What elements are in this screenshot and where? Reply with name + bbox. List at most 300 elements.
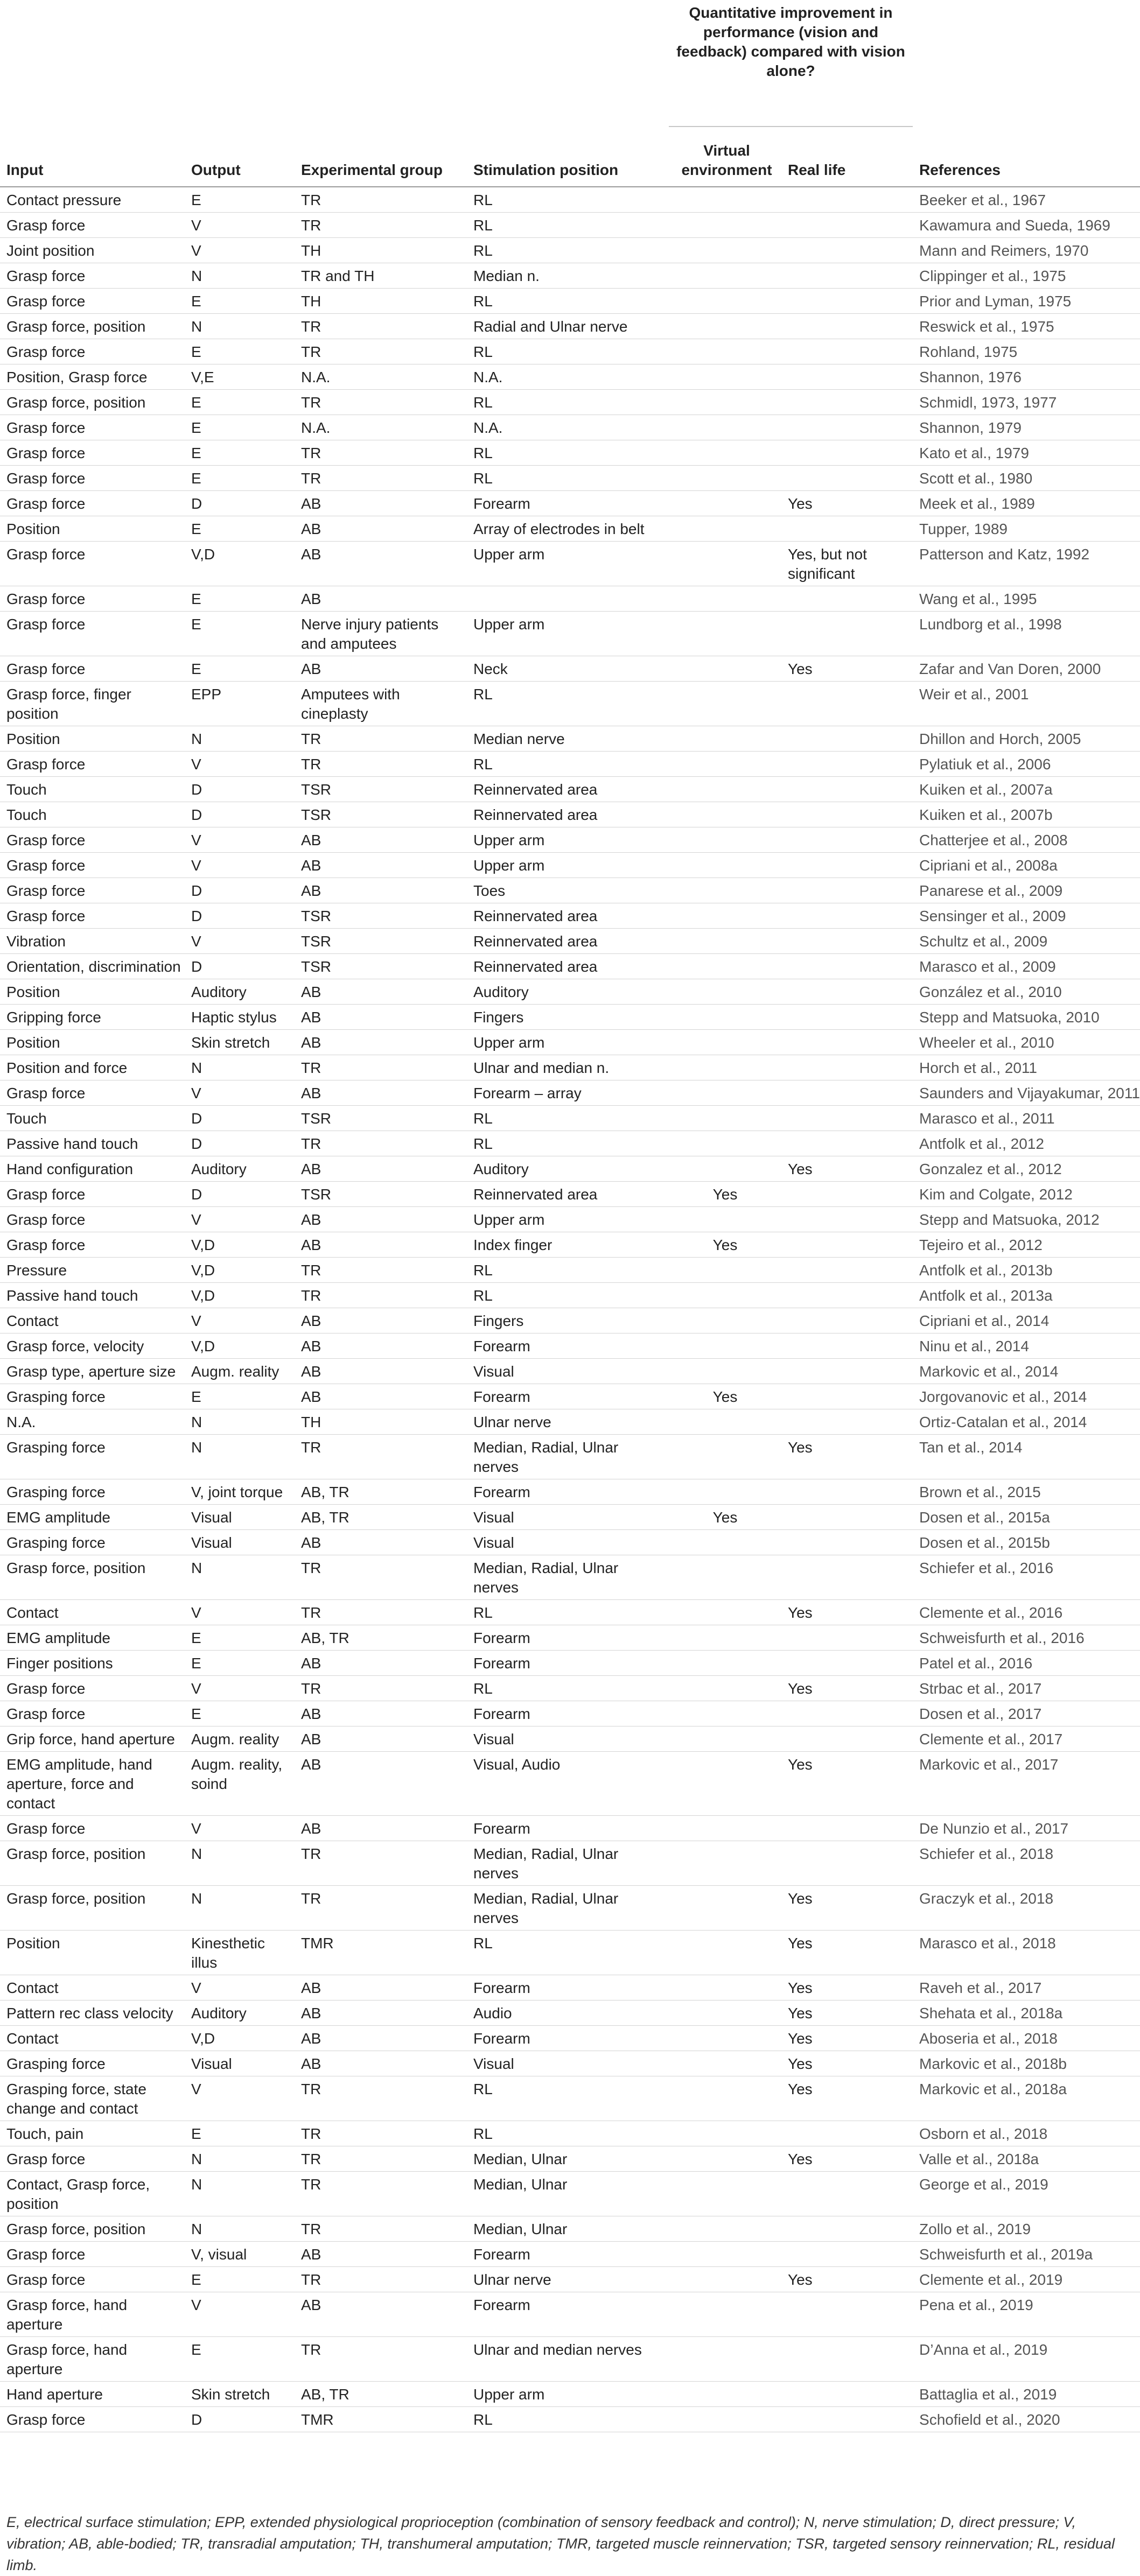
virtual-environment-cell <box>669 979 781 1005</box>
stimulation-position-cell: Forearm <box>467 1816 669 1841</box>
real-life-cell <box>781 238 913 263</box>
experimental-group-cell: AB <box>295 1384 467 1409</box>
virtual-environment-cell <box>669 2242 781 2267</box>
virtual-environment-cell <box>669 2337 781 2382</box>
output-cell: V <box>185 929 295 954</box>
table-row <box>0 2407 1140 2432</box>
output-cell: V,D <box>185 1333 295 1359</box>
output-cell: Kinesthetic illus <box>185 1931 295 1975</box>
input-cell: Grasp force <box>0 853 185 878</box>
reference-cell: González et al., 2010 <box>913 979 1140 1005</box>
real-life-cell: Yes <box>781 1886 913 1931</box>
input-cell: Grasp force <box>0 1232 185 1258</box>
input-cell: Joint position <box>0 238 185 263</box>
output-cell: E <box>185 586 295 612</box>
reference-cell: Battaglia et al., 2019 <box>913 2382 1140 2407</box>
experimental-group-cell: TR <box>295 1555 467 1600</box>
table-row <box>0 2337 1140 2382</box>
reference-cell: Clemente et al., 2016 <box>913 1600 1140 1625</box>
virtual-environment-cell <box>669 1701 781 1726</box>
real-life-cell <box>781 1625 913 1651</box>
input-cell: Grasp force <box>0 542 185 586</box>
table-row <box>0 2216 1140 2242</box>
virtual-environment-cell <box>669 954 781 979</box>
input-cell: Gripping force <box>0 1005 185 1030</box>
reference-cell: Schiefer et al., 2018 <box>913 1841 1140 1886</box>
virtual-environment-cell <box>669 2216 781 2242</box>
table-row <box>0 1131 1140 1156</box>
stimulation-position-cell: Forearm <box>467 1333 669 1359</box>
virtual-environment-cell <box>669 1333 781 1359</box>
input-cell: Grasp force <box>0 1816 185 1841</box>
real-life-cell <box>781 289 913 314</box>
real-life-cell: Yes <box>781 1600 913 1625</box>
reference-cell: Markovic et al., 2018a <box>913 2076 1140 2121</box>
input-cell: Contact, Grasp force, position <box>0 2172 185 2216</box>
reference-cell: Kim and Colgate, 2012 <box>913 1182 1140 1207</box>
virtual-environment-cell <box>669 238 781 263</box>
table-row <box>0 1156 1140 1182</box>
stimulation-position-cell: Auditory <box>467 979 669 1005</box>
output-cell: Augm. reality <box>185 1359 295 1384</box>
input-cell: Grasp force <box>0 1701 185 1726</box>
reference-cell: George et al., 2019 <box>913 2172 1140 2216</box>
output-cell: N <box>185 314 295 339</box>
real-life-cell <box>781 1030 913 1055</box>
table-row <box>0 1505 1140 1530</box>
stimulation-position-cell: Forearm <box>467 1975 669 2001</box>
experimental-group-cell: AB, TR <box>295 1625 467 1651</box>
stimulation-position-cell: N.A. <box>467 415 669 440</box>
real-life-cell <box>781 1232 913 1258</box>
input-cell: Grasp force <box>0 1676 185 1701</box>
stimulation-position-cell: RL <box>467 213 669 238</box>
table-row <box>0 903 1140 929</box>
experimental-group-cell: TR <box>295 1283 467 1308</box>
real-life-cell <box>781 1182 913 1207</box>
virtual-environment-cell <box>669 2292 781 2337</box>
experimental-group-cell: AB <box>295 2242 467 2267</box>
reference-cell: Schiefer et al., 2016 <box>913 1555 1140 1600</box>
experimental-group-cell: AB, TR <box>295 2382 467 2407</box>
input-cell: N.A. <box>0 1409 185 1435</box>
stimulation-position-cell <box>467 586 669 612</box>
experimental-group-cell: TR <box>295 213 467 238</box>
real-life-cell <box>781 827 913 853</box>
experimental-group-cell: TR <box>295 187 467 213</box>
stimulation-position-cell: RL <box>467 187 669 213</box>
real-life-cell: Yes <box>781 2076 913 2121</box>
stimulation-position-cell: Upper arm <box>467 853 669 878</box>
input-cell: Grasp force <box>0 827 185 853</box>
real-life-cell <box>781 2121 913 2146</box>
table-row <box>0 2076 1140 2121</box>
output-cell: D <box>185 777 295 802</box>
output-cell: V,D <box>185 1232 295 1258</box>
output-cell: D <box>185 1106 295 1131</box>
header-virtual-environment: Virtual environment <box>669 127 781 187</box>
experimental-group-cell: AB <box>295 1156 467 1182</box>
real-life-cell <box>781 1555 913 1600</box>
experimental-group-cell: N.A. <box>295 364 467 390</box>
header-quantitative-improvement: Quantitative improvement in performance (vision and feedback) compared with vision alone? <box>669 0 913 127</box>
input-cell: Grasp force <box>0 415 185 440</box>
experimental-group-cell: AB <box>295 2026 467 2051</box>
stimulation-position-cell: Ulnar and median nerves <box>467 2337 669 2382</box>
experimental-group-cell: TR <box>295 2267 467 2292</box>
stimulation-position-cell: Visual <box>467 1505 669 1530</box>
stimulation-position-cell: Ulnar and median n. <box>467 1055 669 1080</box>
reference-cell: Saunders and Vijayakumar, 2011 <box>913 1080 1140 1106</box>
table-row <box>0 2382 1140 2407</box>
stimulation-position-cell: RL <box>467 1931 669 1975</box>
real-life-cell <box>781 314 913 339</box>
input-cell: Finger positions <box>0 1651 185 1676</box>
reference-cell: Patterson and Katz, 1992 <box>913 542 1140 586</box>
reference-cell: Dosen et al., 2017 <box>913 1701 1140 1726</box>
output-cell: D <box>185 491 295 516</box>
output-cell: Auditory <box>185 979 295 1005</box>
stimulation-position-cell: Forearm <box>467 2242 669 2267</box>
input-cell: Orientation, discrimination <box>0 954 185 979</box>
table-row <box>0 1651 1140 1676</box>
virtual-environment-cell <box>669 1005 781 1030</box>
stimulation-position-cell: Forearm <box>467 1625 669 1651</box>
experimental-group-cell: TSR <box>295 1106 467 1131</box>
input-cell: Position <box>0 1030 185 1055</box>
experimental-group-cell: AB <box>295 1726 467 1752</box>
output-cell: V <box>185 1816 295 1841</box>
table-row <box>0 1752 1140 1816</box>
input-cell: Grip force, hand aperture <box>0 1726 185 1752</box>
virtual-environment-cell <box>669 1308 781 1333</box>
output-cell: N <box>185 2172 295 2216</box>
experimental-group-cell: AB <box>295 2051 467 2076</box>
real-life-cell: Yes, but not significant <box>781 542 913 586</box>
stimulation-position-cell: Neck <box>467 656 669 682</box>
real-life-cell <box>781 1530 913 1555</box>
real-life-cell <box>781 2292 913 2337</box>
output-cell: V <box>185 1207 295 1232</box>
real-life-cell: Yes <box>781 1435 913 1479</box>
real-life-cell: Yes <box>781 1931 913 1975</box>
stimulation-position-cell: Index finger <box>467 1232 669 1258</box>
input-cell: Grasp force <box>0 1080 185 1106</box>
input-cell: Contact <box>0 1308 185 1333</box>
output-cell: Visual <box>185 2051 295 2076</box>
output-cell: N <box>185 1841 295 1886</box>
input-cell: Grasp force <box>0 2407 185 2432</box>
reference-cell: Prior and Lyman, 1975 <box>913 289 1140 314</box>
experimental-group-cell: TR <box>295 390 467 415</box>
virtual-environment-cell <box>669 2051 781 2076</box>
real-life-cell <box>781 1055 913 1080</box>
table-row <box>0 415 1140 440</box>
virtual-environment-cell <box>669 542 781 586</box>
virtual-environment-cell <box>669 1131 781 1156</box>
output-cell: D <box>185 878 295 903</box>
virtual-environment-cell <box>669 187 781 213</box>
table-row <box>0 656 1140 682</box>
experimental-group-cell: TR <box>295 1055 467 1080</box>
experimental-group-cell: AB <box>295 1701 467 1726</box>
input-cell: Grasp force <box>0 2242 185 2267</box>
input-cell: Grasp force, position <box>0 1886 185 1931</box>
output-cell: N <box>185 2146 295 2172</box>
real-life-cell <box>781 777 913 802</box>
output-cell: E <box>185 1384 295 1409</box>
reference-cell: Kuiken et al., 2007b <box>913 802 1140 827</box>
table-row <box>0 1207 1140 1232</box>
real-life-cell <box>781 586 913 612</box>
input-cell: Grasp force <box>0 213 185 238</box>
table-row <box>0 1308 1140 1333</box>
table-row <box>0 1931 1140 1975</box>
table-row <box>0 314 1140 339</box>
reference-cell: Gonzalez et al., 2012 <box>913 1156 1140 1182</box>
virtual-environment-cell <box>669 827 781 853</box>
experimental-group-cell: AB <box>295 853 467 878</box>
virtual-environment-cell <box>669 2001 781 2026</box>
reference-cell: Pena et al., 2019 <box>913 2292 1140 2337</box>
input-cell: Grasp force, hand aperture <box>0 2337 185 2382</box>
virtual-environment-cell <box>669 289 781 314</box>
input-cell: Grasping force <box>0 2051 185 2076</box>
stimulation-position-cell: Median nerve <box>467 726 669 752</box>
virtual-environment-cell <box>669 1726 781 1752</box>
stimulation-position-cell: Reinnervated area <box>467 1182 669 1207</box>
reference-cell: Patel et al., 2016 <box>913 1651 1140 1676</box>
stimulation-position-cell: RL <box>467 2121 669 2146</box>
input-cell: Grasp force, position <box>0 390 185 415</box>
stimulation-position-cell: Ulnar nerve <box>467 2267 669 2292</box>
experimental-group-cell: TR <box>295 726 467 752</box>
real-life-cell <box>781 440 913 466</box>
output-cell: Auditory <box>185 2001 295 2026</box>
reference-cell: Horch et al., 2011 <box>913 1055 1140 1080</box>
output-cell: N <box>185 2216 295 2242</box>
real-life-cell <box>781 1080 913 1106</box>
experimental-group-cell: TR <box>295 1676 467 1701</box>
stimulation-position-cell: Forearm <box>467 1479 669 1505</box>
stimulation-position-cell: Visual <box>467 1530 669 1555</box>
output-cell: D <box>185 954 295 979</box>
table-row <box>0 516 1140 542</box>
stimulation-position-cell: Upper arm <box>467 542 669 586</box>
reference-cell: Shehata et al., 2018a <box>913 2001 1140 2026</box>
input-cell: Grasping force <box>0 1479 185 1505</box>
real-life-cell <box>781 802 913 827</box>
virtual-environment-cell <box>669 1555 781 1600</box>
stimulation-position-cell: Upper arm <box>467 1030 669 1055</box>
experimental-group-cell: TR <box>295 1258 467 1283</box>
header-references: References <box>913 0 1140 187</box>
input-cell: Pressure <box>0 1258 185 1283</box>
virtual-environment-cell <box>669 1816 781 1841</box>
output-cell: V,D <box>185 1258 295 1283</box>
output-cell: N <box>185 1055 295 1080</box>
table-row <box>0 1030 1140 1055</box>
experimental-group-cell: TH <box>295 1409 467 1435</box>
input-cell: Position <box>0 516 185 542</box>
input-cell: Grasp force <box>0 491 185 516</box>
table-row <box>0 263 1140 289</box>
reference-cell: Kawamura and Sueda, 1969 <box>913 213 1140 238</box>
experimental-group-cell: TR <box>295 2121 467 2146</box>
experimental-group-cell: AB <box>295 1005 467 1030</box>
real-life-cell <box>781 979 913 1005</box>
real-life-cell <box>781 1409 913 1435</box>
reference-cell: Raveh et al., 2017 <box>913 1975 1140 2001</box>
virtual-environment-cell <box>669 1283 781 1308</box>
reference-cell: Meek et al., 1989 <box>913 491 1140 516</box>
experimental-group-cell: AB <box>295 586 467 612</box>
output-cell: N <box>185 1886 295 1931</box>
experimental-group-cell: AB <box>295 1030 467 1055</box>
reference-cell: Kato et al., 1979 <box>913 440 1140 466</box>
input-cell: Grasp force, hand aperture <box>0 2292 185 2337</box>
table-header <box>0 0 1140 187</box>
experimental-group-cell: TR <box>295 440 467 466</box>
reference-cell: Wang et al., 1995 <box>913 586 1140 612</box>
input-cell: Hand configuration <box>0 1156 185 1182</box>
output-cell: V <box>185 1975 295 2001</box>
input-cell: Grasp force <box>0 466 185 491</box>
stimulation-position-cell: Median, Radial, Ulnar nerves <box>467 1841 669 1886</box>
experimental-group-cell: TR <box>295 339 467 364</box>
real-life-cell <box>781 903 913 929</box>
stimulation-position-cell: Forearm <box>467 2026 669 2051</box>
table-row <box>0 1080 1140 1106</box>
input-cell: Grasp force <box>0 656 185 682</box>
table-row <box>0 289 1140 314</box>
stimulation-position-cell: Median n. <box>467 263 669 289</box>
reference-cell: Ortiz-Catalan et al., 2014 <box>913 1409 1140 1435</box>
stimulation-position-cell: RL <box>467 339 669 364</box>
reference-cell: Wheeler et al., 2010 <box>913 1030 1140 1055</box>
virtual-environment-cell <box>669 1676 781 1701</box>
experimental-group-cell: AB <box>295 1975 467 2001</box>
virtual-environment-cell <box>669 726 781 752</box>
stimulation-position-cell: Reinnervated area <box>467 954 669 979</box>
stimulation-position-cell: Median, Ulnar <box>467 2146 669 2172</box>
input-cell: Grasp force <box>0 2146 185 2172</box>
reference-cell: De Nunzio et al., 2017 <box>913 1816 1140 1841</box>
output-cell: E <box>185 2337 295 2382</box>
virtual-environment-cell <box>669 1752 781 1816</box>
experimental-group-cell: Nerve injury patients and amputees <box>295 612 467 656</box>
experimental-group-cell: AB, TR <box>295 1479 467 1505</box>
input-cell: Grasp force <box>0 440 185 466</box>
real-life-cell <box>781 2242 913 2267</box>
real-life-cell <box>781 466 913 491</box>
output-cell: Augm. reality <box>185 1726 295 1752</box>
output-cell: N <box>185 1435 295 1479</box>
output-cell: D <box>185 2407 295 2432</box>
input-cell: Grasp force, position <box>0 1555 185 1600</box>
output-cell: Haptic stylus <box>185 1005 295 1030</box>
experimental-group-cell: Amputees with cineplasty <box>295 682 467 726</box>
stimulation-position-cell: RL <box>467 289 669 314</box>
header-input: Input <box>0 0 185 187</box>
table-row <box>0 827 1140 853</box>
reference-cell: Marasco et al., 2011 <box>913 1106 1140 1131</box>
real-life-cell <box>781 364 913 390</box>
reference-cell: Clemente et al., 2019 <box>913 2267 1140 2292</box>
virtual-environment-cell <box>669 1359 781 1384</box>
input-cell: Passive hand touch <box>0 1283 185 1308</box>
virtual-environment-cell <box>669 314 781 339</box>
table-row <box>0 1701 1140 1726</box>
experimental-group-cell: AB <box>295 878 467 903</box>
input-cell: Grasp force <box>0 1207 185 1232</box>
virtual-environment-cell <box>669 415 781 440</box>
input-cell: Grasp force <box>0 1182 185 1207</box>
reference-cell: Dosen et al., 2015a <box>913 1505 1140 1530</box>
stimulation-position-cell: Median, Radial, Ulnar nerves <box>467 1555 669 1600</box>
output-cell: E <box>185 187 295 213</box>
output-cell: EPP <box>185 682 295 726</box>
input-cell: Grasp force <box>0 612 185 656</box>
table-row <box>0 466 1140 491</box>
real-life-cell <box>781 1384 913 1409</box>
reference-cell: Stepp and Matsuoka, 2012 <box>913 1207 1140 1232</box>
real-life-cell <box>781 187 913 213</box>
experimental-group-cell: AB <box>295 2292 467 2337</box>
virtual-environment-cell <box>669 440 781 466</box>
virtual-environment-cell <box>669 929 781 954</box>
virtual-environment-cell <box>669 2382 781 2407</box>
real-life-cell <box>781 1207 913 1232</box>
output-cell: E <box>185 466 295 491</box>
experimental-group-cell: AB <box>295 1333 467 1359</box>
stimulation-position-cell: RL <box>467 1283 669 1308</box>
stimulation-position-cell: RL <box>467 2407 669 2432</box>
reference-cell: Dosen et al., 2015b <box>913 1530 1140 1555</box>
input-cell: Position, Grasp force <box>0 364 185 390</box>
reference-cell: Schofield et al., 2020 <box>913 2407 1140 2432</box>
virtual-environment-cell <box>669 1886 781 1931</box>
real-life-cell <box>781 2337 913 2382</box>
virtual-environment-cell <box>669 1030 781 1055</box>
output-cell: D <box>185 802 295 827</box>
reference-cell: Strbac et al., 2017 <box>913 1676 1140 1701</box>
reference-cell: Zafar and Van Doren, 2000 <box>913 656 1140 682</box>
virtual-environment-cell <box>669 1207 781 1232</box>
input-cell: Grasp force <box>0 263 185 289</box>
virtual-environment-cell <box>669 1156 781 1182</box>
real-life-cell <box>781 1333 913 1359</box>
experimental-group-cell: AB <box>295 1232 467 1258</box>
virtual-environment-cell <box>669 2146 781 2172</box>
virtual-environment-cell <box>669 2121 781 2146</box>
virtual-environment-cell <box>669 1055 781 1080</box>
input-cell: Hand aperture <box>0 2382 185 2407</box>
virtual-environment-cell: Yes <box>669 1384 781 1409</box>
real-life-cell <box>781 1283 913 1308</box>
real-life-cell <box>781 1701 913 1726</box>
experimental-group-cell: TSR <box>295 802 467 827</box>
stimulation-position-cell: RL <box>467 1131 669 1156</box>
reference-cell: Schultz et al., 2009 <box>913 929 1140 954</box>
stimulation-position-cell: RL <box>467 440 669 466</box>
output-cell: E <box>185 1651 295 1676</box>
real-life-cell <box>781 2382 913 2407</box>
input-cell: Contact <box>0 1600 185 1625</box>
stimulation-position-cell: Upper arm <box>467 1207 669 1232</box>
virtual-environment-cell <box>669 1106 781 1131</box>
reference-cell: Aboseria et al., 2018 <box>913 2026 1140 2051</box>
